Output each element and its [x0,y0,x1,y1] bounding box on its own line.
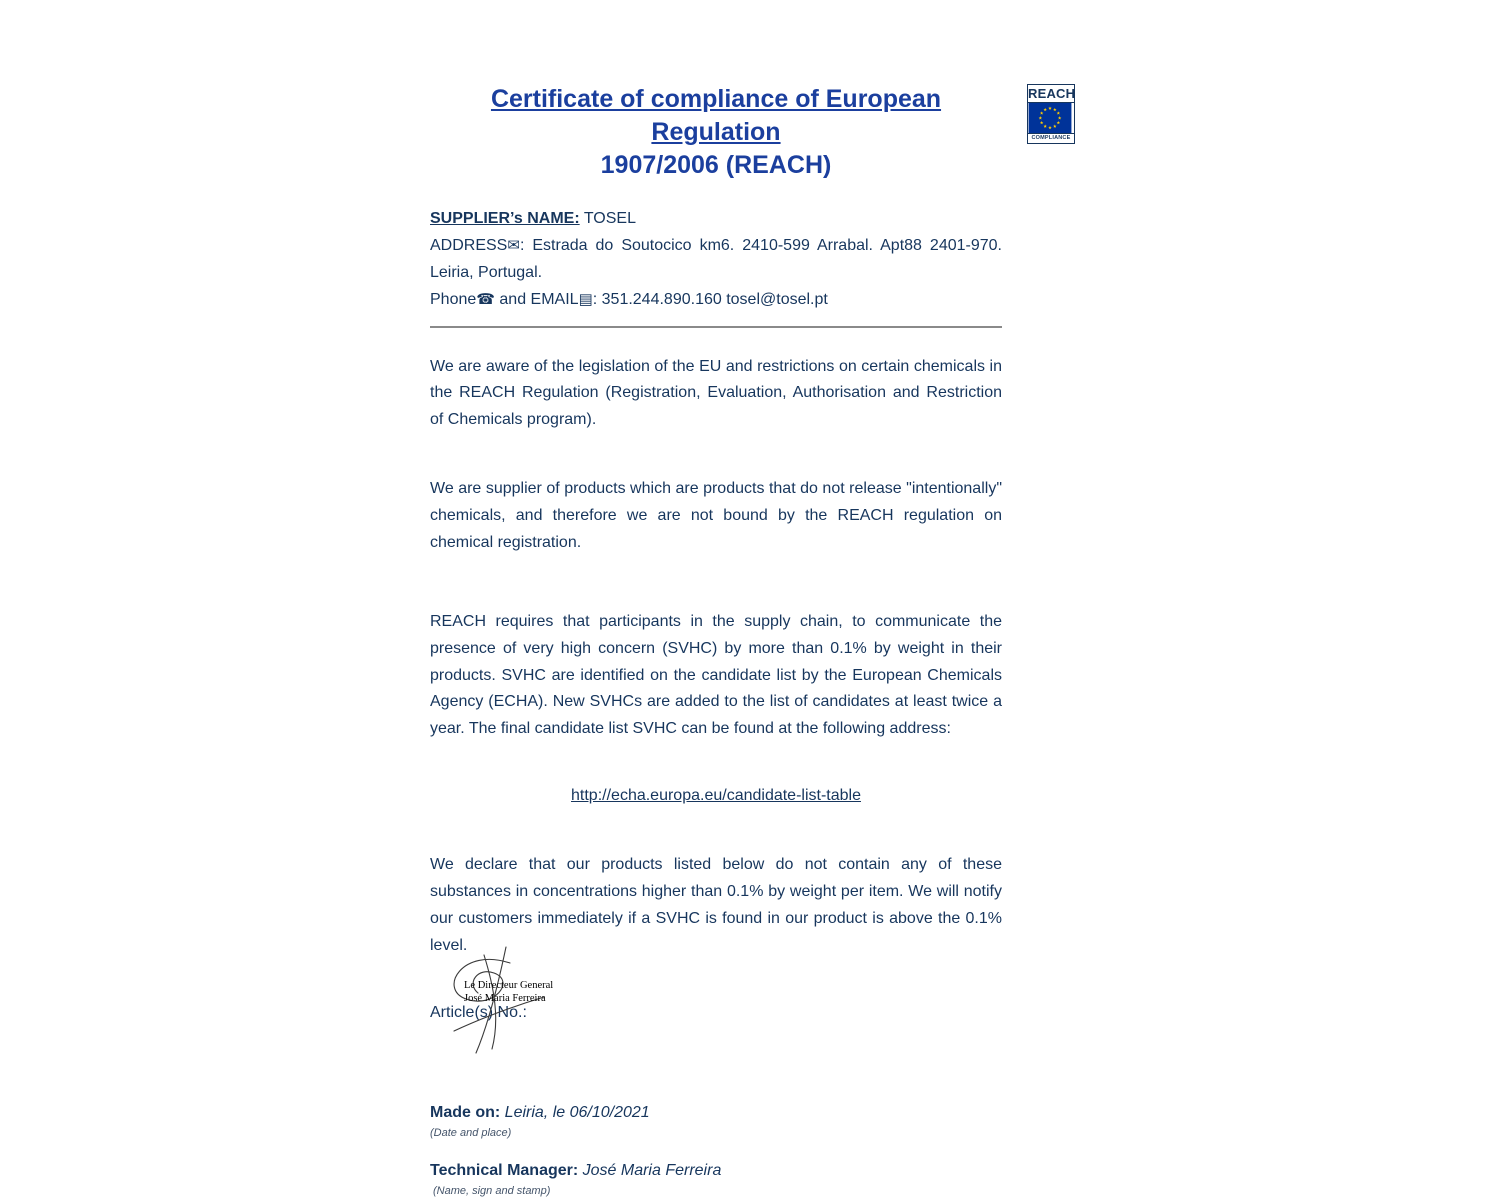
candidate-list-link[interactable]: http://echa.europa.eu/candidate-list-table [571,787,861,805]
made-on-line [430,1100,1002,1140]
address-label: ADDRESS [430,236,508,254]
reach-compliance-logo [1027,84,1075,144]
phone-icon: ☎ [476,290,495,308]
signature-stamp-text [464,979,553,1005]
page-title [430,83,1002,182]
computer-icon: ▤ [578,290,593,308]
signature-stamp-line1: Le Directeur General [464,980,554,991]
divider [430,326,1002,328]
address-value: : Estrada do Soutocico km6. 2410-599 Arrabal. Apt88 2401-970. Leiria, Portugal. [430,236,1002,281]
name-sign-stamp-hint: (Name, sign and stamp) [433,1185,551,1198]
signature-block [432,945,632,1055]
eu-flag-icon [1028,103,1072,133]
paragraph-supplier-statement: We are supplier of products which are products that do not release "intentionally" chemicals, and therefore we are not bound by the REACH regulation on chemical registration. [430,480,1002,551]
technical-manager-value: José Maria Ferreira [578,1162,722,1180]
made-on-label: Made on: [430,1104,501,1122]
paragraph-declaration: We declare that our products listed below do not contain any of these substances in concentrations higher than 0.1% by weight per item. We will notify our customers immediately if a SVHC is found in our product is above the 0.1% level. [430,856,1002,954]
paragraph-reach-awareness: We are aware of the legislation of the EU and restrictions on certain chemicals in the REACH Regulation (Registration, Evaluation, Authorisation and Restriction of Chemicals program). [430,357,1002,429]
made-on-value: Leiria, le 06/10/2021 [500,1104,650,1122]
technical-manager-line [430,1158,1002,1198]
compliance-logo-text: COMPLIANCE [1028,133,1074,143]
phone-label: Phone [430,290,477,308]
candidate-list-link-line [430,783,1002,810]
page-title-line2: 1907/2006 (REACH) [600,151,832,179]
paragraph-svhc-requirements: REACH requires that participants in the supply chain, to communicate the presence of very high concern (SVHC) by more than 0.1% by weight in their products. SVHC are identified on the candidate list by the European Chemicals Agency (ECHA). New SVHCs are added to the list of candidates at least twice a year. The final candidate list SVHC can be found at the following address: [430,612,1002,738]
reach-logo-text: REACH [1028,86,1076,101]
contact-value: : 351.244.890.160 tosel@tosel.pt [592,290,828,308]
supplier-name-value: TOSEL [579,210,636,227]
technical-manager-label: Technical Manager: [430,1162,579,1180]
page-title-line1: Certificate of compliance of European Regulation [490,85,942,146]
envelope-icon: ✉ [507,236,520,254]
email-label: and EMAIL [494,290,579,308]
supplier-name-label: SUPPLIER’s NAME: [430,210,580,227]
signature-stamp-line2: José Maria Ferreira [464,993,546,1004]
article-number-label: Article(s) No.: [430,1003,527,1021]
supplier-block [430,206,1002,314]
date-place-hint: (Date and place) [430,1127,512,1140]
